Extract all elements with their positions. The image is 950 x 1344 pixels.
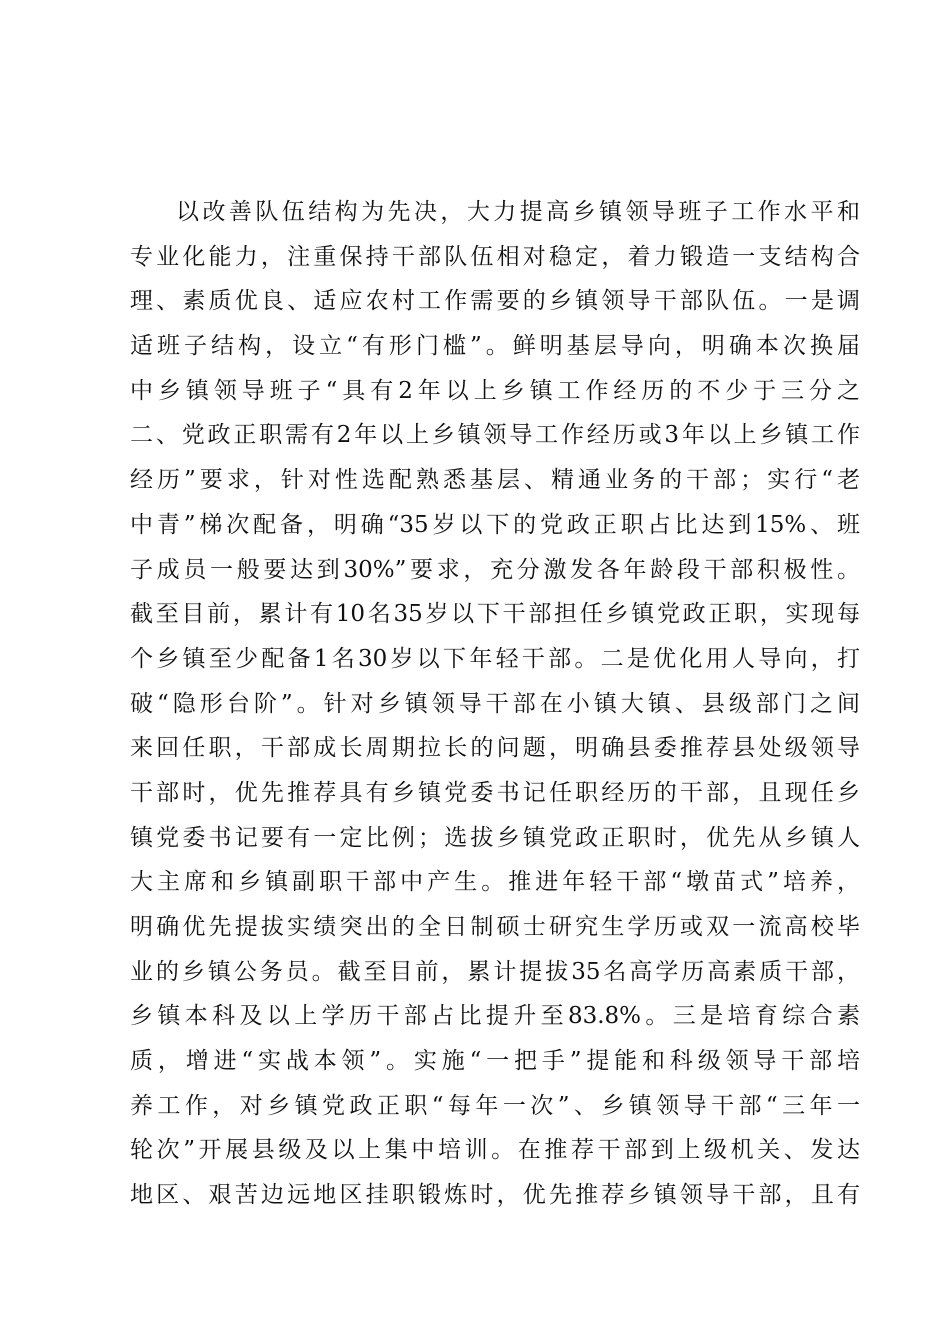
text-line: 干部时，优先推荐具有乡镇党委书记任职经历的干部，且现任乡 bbox=[130, 779, 860, 806]
text-line: 大主席和乡镇副职干部中产生。推进年轻干部“墩苗式”培养， bbox=[130, 869, 860, 896]
text-line: 地区、艰苦边远地区挂职锻炼时，优先推荐乡镇领导干部，且有 bbox=[130, 1182, 860, 1209]
text-line: 中青”梯次配备，明确“35岁以下的党政正职占比达到15%、班 bbox=[130, 511, 860, 538]
text-line: 以改善队伍结构为先决，大力提高乡镇领导班子工作水平和 bbox=[176, 199, 860, 225]
text-line: 理、素质优良、适应农村工作需要的乡镇领导干部队伍。一是调 bbox=[130, 288, 860, 315]
text-line: 质，增进“实战本领”。实施“一把手”提能和科级领导干部培 bbox=[130, 1048, 860, 1075]
text-line: 中乡镇领导班子“具有2年以上乡镇工作经历的不少于三分之 bbox=[130, 377, 860, 404]
text-line: 专业化能力，注重保持干部队伍相对稳定，着力锻造一支结构合 bbox=[130, 243, 860, 270]
text-line: 养工作，对乡镇党政正职“每年一次”、乡镇领导干部“三年一 bbox=[130, 1092, 860, 1119]
text-line: 子成员一般要达到30%”要求，充分激发各年龄段干部积极性。 bbox=[130, 556, 860, 583]
text-line: 乡镇本科及以上学历干部占比提升至83.8%。三是培育综合素 bbox=[130, 1003, 860, 1030]
text-line: 镇党委书记要有一定比例；选拔乡镇党政正职时，优先从乡镇人 bbox=[130, 824, 860, 851]
text-line: 来回任职，干部成长周期拉长的问题，明确县委推荐县处级领导 bbox=[130, 735, 860, 762]
text-line: 二、党政正职需有2年以上乡镇领导工作经历或3年以上乡镇工作 bbox=[130, 422, 860, 449]
text-line: 截至目前，累计有10名35岁以下干部担任乡镇党政正职，实现每 bbox=[130, 601, 860, 628]
text-line: 破“隐形台阶”。针对乡镇领导干部在小镇大镇、县级部门之间 bbox=[130, 690, 860, 717]
text-line: 经历”要求，针对性选配熟悉基层、精通业务的干部；实行“老 bbox=[130, 467, 860, 494]
body-paragraph bbox=[130, 190, 860, 1218]
text-line: 明确优先提拔实绩突出的全日制硕士研究生学历或双一流高校毕 bbox=[130, 914, 860, 940]
text-line: 适班子结构，设立“有形门槛”。鲜明基层导向，明确本次换届 bbox=[130, 333, 860, 360]
text-line: 业的乡镇公务员。截至目前，累计提拔35名高学历高素质干部， bbox=[130, 958, 860, 985]
text-line: 个乡镇至少配备1名30岁以下年轻干部。二是优化用人导向，打 bbox=[130, 645, 860, 672]
text-line: 轮次”开展县级及以上集中培训。在推荐干部到上级机关、发达 bbox=[130, 1137, 860, 1164]
